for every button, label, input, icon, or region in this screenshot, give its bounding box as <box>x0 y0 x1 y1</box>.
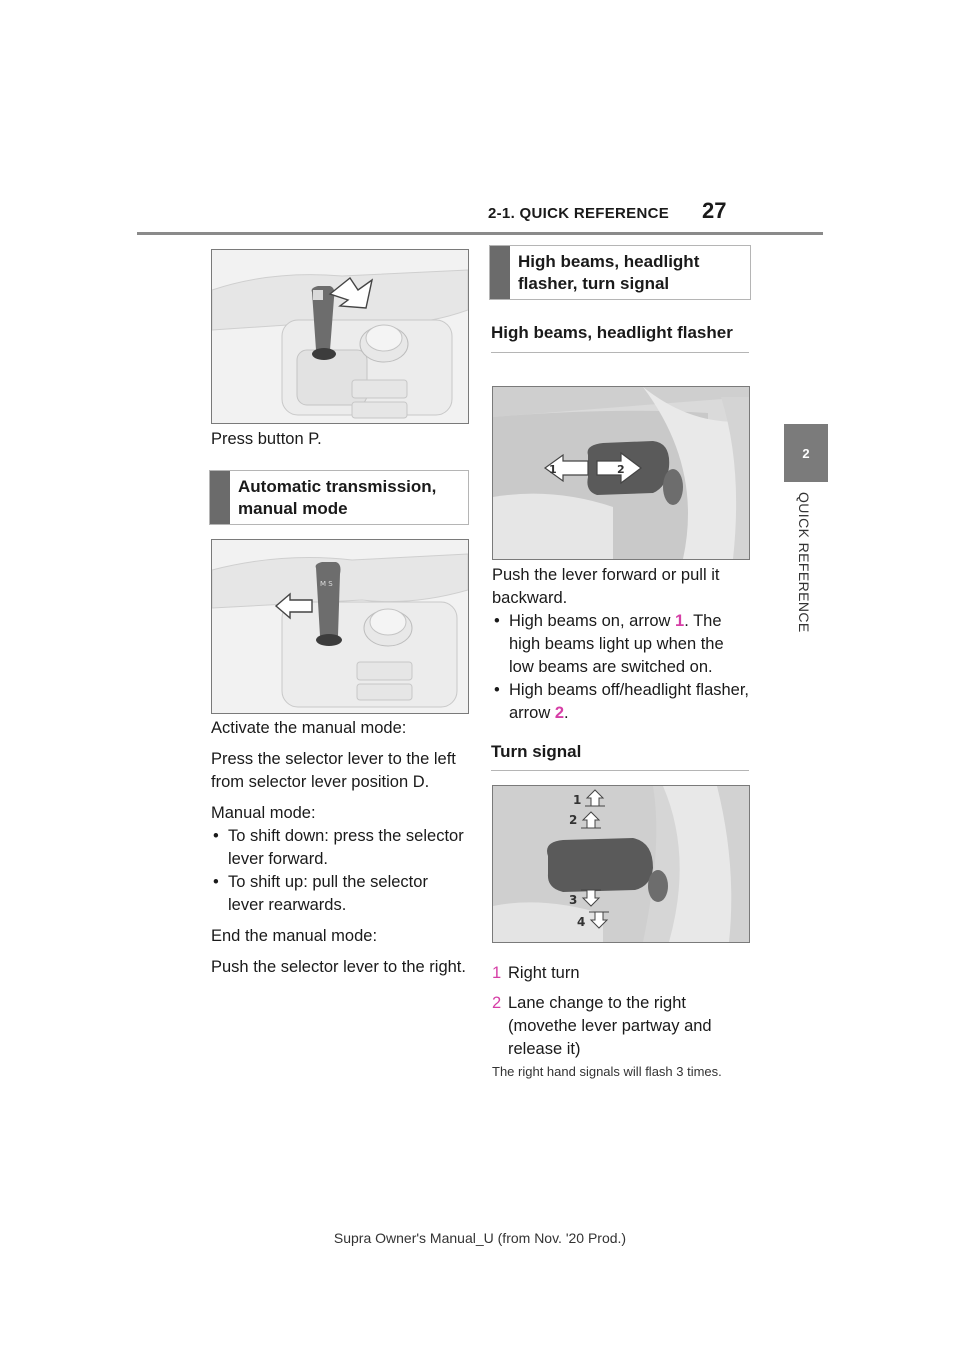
chapter-tab-number: 2 <box>802 445 810 461</box>
turn-signal-illustration <box>492 785 750 943</box>
heading-high-beams-turn-signal <box>489 245 751 300</box>
park-button-illustration <box>211 249 469 424</box>
heading-high-beams-text: High beams, headlight flasher, turn signal <box>518 251 700 293</box>
list-item-text: Lane change to the right (movethe lever partway and release it) <box>508 994 712 1058</box>
footer-text: Supra Owner's Manual_U (from Nov. '20 Prod.) <box>333 1230 627 1246</box>
turn-signal-note: The right hand signals will flash 3 times. <box>492 1064 722 1079</box>
list-item-number: 1 <box>492 964 502 982</box>
push-lever-text: Push the lever forward or pull it backward. <box>492 566 720 607</box>
chapter-side-label <box>790 492 820 662</box>
list-item-text: Right turn <box>508 964 580 982</box>
high-beam-label-2: 2 <box>617 463 625 476</box>
turn-label-4: 4 <box>577 915 586 929</box>
manual-mode-illustration <box>211 539 469 714</box>
bullet-high-beams-off <box>492 679 752 725</box>
arrow-ref-1: 1 <box>675 612 685 630</box>
manual-mode-label: Manual mode: <box>211 804 316 822</box>
high-beams-illustration <box>492 386 750 560</box>
turn-label-3: 3 <box>569 893 578 907</box>
activate-manual-text: Activate the manual mode: <box>211 719 407 737</box>
bullet-shift-down: • To shift down: press the selector lever forward. <box>211 825 467 871</box>
turn-signal-list <box>492 962 750 1068</box>
turn-label-2: 2 <box>569 813 578 827</box>
heading-automatic-transmission <box>209 470 469 525</box>
list-item-number: 2 <box>492 994 502 1012</box>
push-right-text: Push the selector lever to the right. <box>211 958 466 976</box>
bullet-high-beams-off-text: High beams off/headlight flasher, arrow <box>509 681 750 722</box>
page-number: 27 <box>702 198 727 223</box>
bullet-high-beams-on-rest: . The high beams light up when the low beams are switched on. <box>509 612 724 676</box>
end-manual-text: End the manual mode: <box>211 927 378 945</box>
bullet-high-beams-off-rest: . <box>564 704 569 722</box>
heading-bar <box>210 471 230 524</box>
left-body-text <box>211 717 467 987</box>
svg-text:M S: M S <box>320 580 333 588</box>
heading-bar <box>490 246 510 299</box>
heading-automatic-transmission-text: Automatic transmission, manual mode <box>238 476 437 518</box>
section-title: 2-1. QUICK REFERENCE <box>488 205 670 222</box>
caption-press-p: Press button P. <box>211 430 322 448</box>
header-divider <box>137 232 823 235</box>
subhead-high-beams: High beams, headlight flasher <box>491 322 749 353</box>
high-beams-body <box>492 564 752 725</box>
bullet-shift-up: • To shift up: pull the selector lever rearwards. <box>211 871 467 917</box>
arrow-ref-2: 2 <box>554 704 565 722</box>
bullet-high-beams-on <box>492 610 752 679</box>
bullet-high-beams-on-text: High beams on, arrow <box>509 612 671 630</box>
press-selector-text: Press the selector lever to the left from selector lever position D. <box>211 750 456 791</box>
turn-label-1: 1 <box>573 793 582 807</box>
chapter-side-label-text: QUICK REFERENCE <box>796 492 812 633</box>
subhead-turn-signal: Turn signal <box>491 741 749 771</box>
list-item <box>492 962 750 985</box>
list-item <box>492 992 750 1061</box>
high-beam-label-1: 1 <box>549 463 557 476</box>
chapter-tab <box>784 424 828 482</box>
